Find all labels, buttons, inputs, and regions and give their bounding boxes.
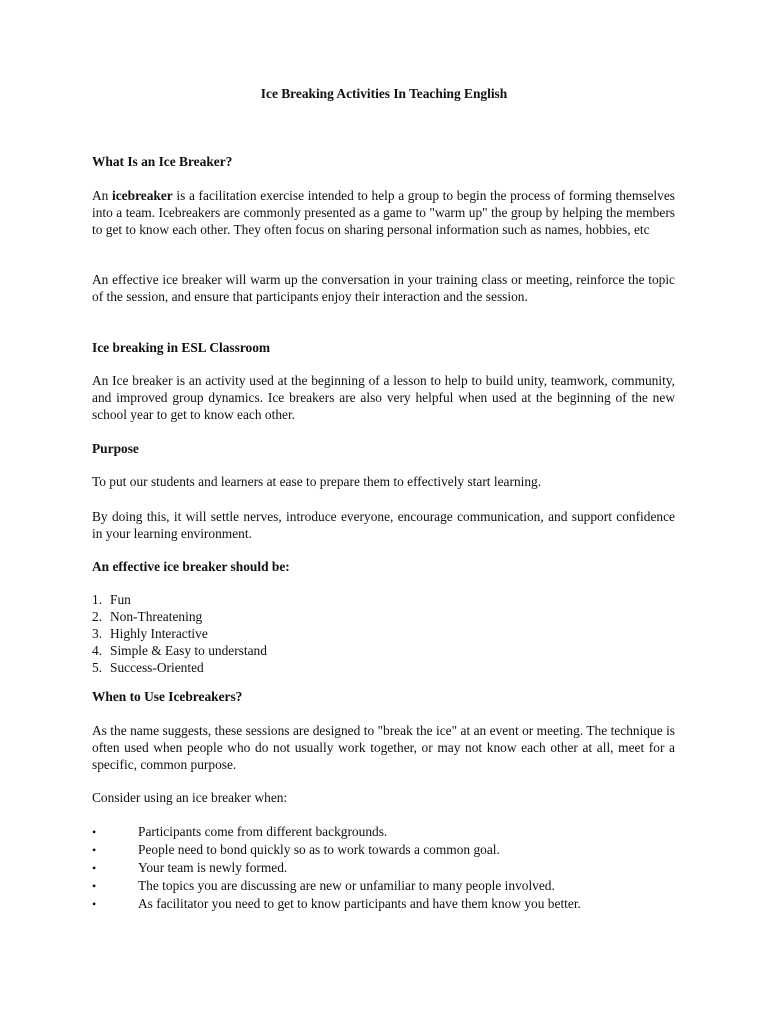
heading-when-to-use: When to Use Icebreakers? [92,689,243,704]
list-item-number: 4. [92,642,103,658]
bullet-icon: • [92,860,97,875]
list-item-number: 5. [92,659,103,675]
bullet-item-text: People need to bond quickly so as to work towards a common goal. [138,841,500,857]
bullet-icon: • [92,896,97,911]
paragraph-purpose: To put our students and learners at ease to prepare them to effectively start learning. [92,474,542,489]
paragraph-benefits: By doing this, it will settle nerves, introduce everyone, encourage communication, and support confidence in your learning environment. [92,509,675,541]
list-item [92,592,267,609]
paragraph-esl-classroom: An Ice breaker is an activity used at the beginning of a lesson to help to build unity, teamwork, community, and improved group dynamics. Ice breakers are also very helpful when used at the beginning of the new school year to get to know each other. [92,373,675,422]
list-item-text: Success-Oriented [110,659,204,675]
list-item-text: Highly Interactive [110,625,208,641]
heading-purpose: Purpose [92,441,139,456]
bullet-icon: • [92,842,97,857]
list-item-number: 2. [92,608,103,624]
definition-intro-text: An [92,188,113,203]
list-item [92,609,267,626]
document-title: Ice Breaking Activities In Teaching English [260,86,508,101]
bullet-item-text: The topics you are discussing are new or unfamiliar to many people involved. [138,877,555,893]
list-item-number: 1. [92,592,103,607]
definition-body-text: is a facilitation exercise intended to help a group to begin the process of forming themselves into a team. Icebreakers are commonly presented as a game to "warm up" the group by helping the members to get to know each other. They often focus on sharing personal information such as names, hobbies, etc [92,188,675,237]
list-item-text: Fun [110,592,131,607]
bullet-item-text: Your team is newly formed. [138,859,288,875]
heading-esl-classroom: Ice breaking in ESL Classroom [92,340,271,355]
heading-what-is-ice-breaker: What Is an Ice Breaker? [92,154,233,169]
bullet-icon: • [92,825,97,839]
paragraph-when-to-use: As the name suggests, these sessions are designed to "break the ice" at an event or meeting. The technique is often used when people who do not usually work together, or may not know each other at all, meet for a specific, common purpose. [92,723,675,772]
bullet-icon: • [92,878,97,893]
bullet-item-text: Participants come from different backgrounds. [138,824,388,839]
bullet-item-text: As facilitator you need to get to know participants and have them know you better. [138,895,581,911]
paragraph-ice-breaker-definition [92,188,675,239]
heading-effective-should-be: An effective ice breaker should be: [92,559,290,574]
list-item [92,643,267,660]
icebreaker-term: icebreaker [112,188,173,203]
list-item [92,626,267,643]
list-item [92,660,267,677]
paragraph-effective-ice-breaker: An effective ice breaker will warm up the conversation in your training class or meeting, reinforce the topic of the session, and ensure that participants enjoy their interaction and the session. [92,272,675,304]
numbered-list [92,592,267,676]
list-item-text: Non-Threatening [110,608,203,624]
list-item-text: Simple & Easy to understand [110,642,267,658]
list-item-number: 3. [92,625,103,641]
paragraph-consider-using: Consider using an ice breaker when: [92,790,288,805]
